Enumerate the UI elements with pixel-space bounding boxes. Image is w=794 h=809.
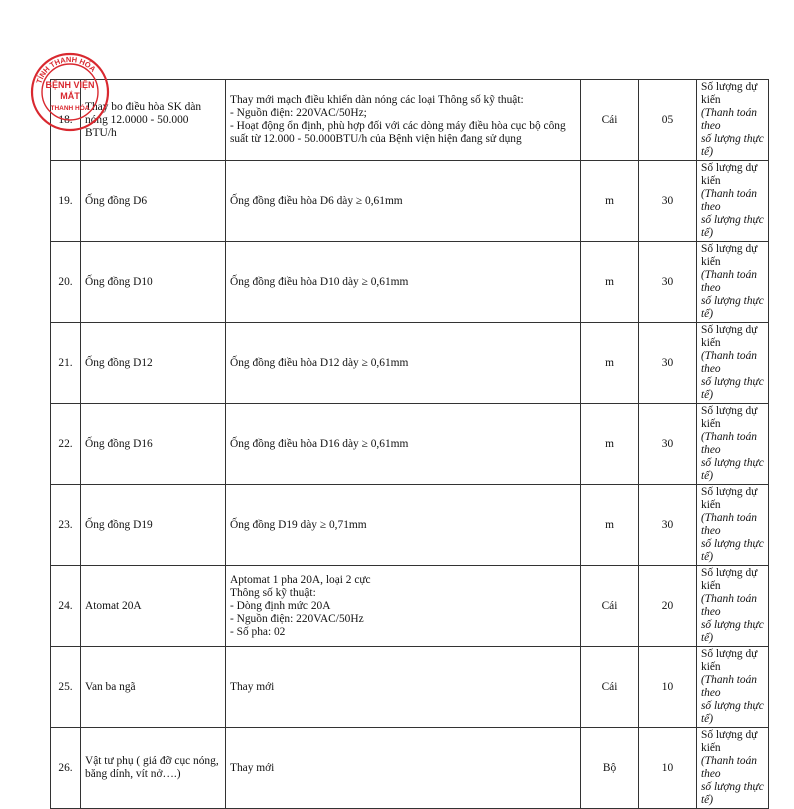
note-cell bbox=[697, 566, 769, 647]
note-line: số lượng thực tế) bbox=[701, 781, 764, 806]
note-cell bbox=[697, 647, 769, 728]
note-cell bbox=[697, 242, 769, 323]
note-line: (Thanh toán theo bbox=[701, 188, 758, 213]
row-number: 25. bbox=[51, 647, 81, 728]
row-number: 23. bbox=[51, 485, 81, 566]
quantity-cell: 30 bbox=[639, 485, 697, 566]
row-number: 19. bbox=[51, 161, 81, 242]
unit-cell: Cái bbox=[581, 80, 639, 161]
note-line: (Thanh toán theo bbox=[701, 431, 758, 456]
note-line: (Thanh toán theo bbox=[701, 512, 758, 537]
table-row bbox=[51, 728, 769, 809]
table-row bbox=[51, 80, 769, 161]
item-name: Ống đồng D16 bbox=[81, 404, 226, 485]
description-line: - Nguồn điện: 220VAC/50Hz bbox=[230, 612, 364, 625]
note-line: (Thanh toán theo bbox=[701, 593, 758, 618]
row-number: 20. bbox=[51, 242, 81, 323]
item-name: Ống đồng D12 bbox=[81, 323, 226, 404]
row-number: 24. bbox=[51, 566, 81, 647]
quantity-cell: 30 bbox=[639, 404, 697, 485]
note-line: Số lượng dự kiến bbox=[701, 405, 758, 430]
item-name: Van ba ngã bbox=[81, 647, 226, 728]
row-number: 21. bbox=[51, 323, 81, 404]
quantity-cell: 30 bbox=[639, 242, 697, 323]
note-line: số lượng thực tế) bbox=[701, 457, 764, 482]
note-line: (Thanh toán theo bbox=[701, 107, 758, 132]
item-name: Ống đồng D19 bbox=[81, 485, 226, 566]
description-line: - Hoạt động ổn định, phù hợp đối với các dòng máy điều hòa cục bộ công suất từ 12.000 - 50.000BTU/h của Bệnh viện hiện đang sử dụng bbox=[230, 120, 566, 145]
quantity-cell: 30 bbox=[639, 161, 697, 242]
item-description bbox=[226, 485, 581, 566]
note-line: số lượng thực tế) bbox=[701, 295, 764, 320]
item-description bbox=[226, 242, 581, 323]
item-name: Ống đồng D10 bbox=[81, 242, 226, 323]
note-line: (Thanh toán theo bbox=[701, 350, 758, 375]
description-line: Ống đồng điều hòa D12 dày ≥ 0,61mm bbox=[230, 356, 409, 369]
item-description bbox=[226, 80, 581, 161]
table-row bbox=[51, 161, 769, 242]
item-description bbox=[226, 404, 581, 485]
quantity-cell: 05 bbox=[639, 80, 697, 161]
note-line: Số lượng dự kiến bbox=[701, 324, 758, 349]
quantity-cell: 10 bbox=[639, 647, 697, 728]
description-line: Thông số kỹ thuật: bbox=[230, 586, 316, 599]
item-description bbox=[226, 566, 581, 647]
note-line: số lượng thực tế) bbox=[701, 538, 764, 563]
note-line: số lượng thực tế) bbox=[701, 214, 764, 239]
table-row bbox=[51, 404, 769, 485]
note-line: số lượng thực tế) bbox=[701, 376, 764, 401]
item-name: Atomat 20A bbox=[81, 566, 226, 647]
table-row bbox=[51, 485, 769, 566]
description-line: Ống đồng điều hòa D6 dày ≥ 0,61mm bbox=[230, 194, 403, 207]
description-line: - Nguồn điện: 220VAC/50Hz; bbox=[230, 107, 367, 119]
note-cell bbox=[697, 404, 769, 485]
item-name: Ống đồng D6 bbox=[81, 161, 226, 242]
item-description bbox=[226, 728, 581, 809]
quantity-cell: 20 bbox=[639, 566, 697, 647]
quantity-cell: 10 bbox=[639, 728, 697, 809]
note-cell bbox=[697, 80, 769, 161]
note-line: số lượng thực tế) bbox=[701, 619, 764, 644]
description-line: Ống đồng điều hòa D16 dày ≥ 0,61mm bbox=[230, 437, 409, 450]
note-cell bbox=[697, 323, 769, 404]
svg-text:TỈNH THANH HÓA: TỈNH THANH HÓA bbox=[34, 54, 98, 85]
note-line: (Thanh toán theo bbox=[701, 755, 758, 780]
item-description bbox=[226, 323, 581, 404]
item-name: Vật tư phụ ( giá đỡ cục nóng, băng dính, vít nở….) bbox=[81, 728, 226, 809]
table-row bbox=[51, 242, 769, 323]
note-line: (Thanh toán theo bbox=[701, 269, 758, 294]
unit-cell: m bbox=[581, 485, 639, 566]
table-body bbox=[51, 80, 769, 809]
svg-text:MẮT: MẮT bbox=[60, 91, 80, 101]
note-cell bbox=[697, 728, 769, 809]
note-line: Số lượng dự kiến bbox=[701, 648, 758, 673]
unit-cell: m bbox=[581, 323, 639, 404]
unit-cell: Bộ bbox=[581, 728, 639, 809]
unit-cell: Cái bbox=[581, 647, 639, 728]
note-line: Số lượng dự kiến bbox=[701, 567, 758, 592]
note-line: Số lượng dự kiến bbox=[701, 486, 758, 511]
item-name: Thay bo điều hòa SK dàn nóng 12.0000 - 50.000 BTU/h bbox=[81, 80, 226, 161]
description-line: - Dòng định mức 20A bbox=[230, 599, 331, 612]
svg-text:BỆNH VIỆN: BỆNH VIỆN bbox=[45, 80, 95, 90]
description-line: Thay mới mạch điều khiển dàn nóng các loại Thông số kỹ thuật: bbox=[230, 94, 524, 106]
unit-cell: m bbox=[581, 161, 639, 242]
note-line: Số lượng dự kiến bbox=[701, 81, 758, 106]
quantity-cell: 30 bbox=[639, 323, 697, 404]
note-cell bbox=[697, 161, 769, 242]
table-row bbox=[51, 323, 769, 404]
svg-text:THANH HÓA: THANH HÓA bbox=[50, 105, 90, 112]
note-line: Số lượng dự kiến bbox=[701, 243, 758, 268]
description-line: - Số pha: 02 bbox=[230, 625, 286, 638]
note-cell bbox=[697, 485, 769, 566]
note-line: (Thanh toán theo bbox=[701, 674, 758, 699]
note-line: Số lượng dự kiến bbox=[701, 729, 758, 754]
item-description bbox=[226, 647, 581, 728]
note-line: số lượng thực tế) bbox=[701, 700, 764, 725]
item-description bbox=[226, 161, 581, 242]
description-line: Thay mới bbox=[230, 680, 275, 693]
description-line: Ống đồng điều hòa D10 dày ≥ 0,61mm bbox=[230, 275, 409, 288]
description-line: Ống đồng D19 dày ≥ 0,71mm bbox=[230, 518, 367, 531]
unit-cell: m bbox=[581, 404, 639, 485]
description-line: Thay mới bbox=[230, 761, 275, 774]
row-number: 26. bbox=[51, 728, 81, 809]
row-number: 18. bbox=[51, 80, 81, 161]
table-row bbox=[51, 647, 769, 728]
supply-table bbox=[50, 79, 769, 809]
row-number: 22. bbox=[51, 404, 81, 485]
note-line: Số lượng dự kiến bbox=[701, 162, 758, 187]
table-row bbox=[51, 566, 769, 647]
unit-cell: m bbox=[581, 242, 639, 323]
unit-cell: Cái bbox=[581, 566, 639, 647]
note-line: số lượng thực tế) bbox=[701, 133, 764, 158]
description-line: Aptomat 1 pha 20A, loại 2 cực bbox=[230, 573, 371, 586]
